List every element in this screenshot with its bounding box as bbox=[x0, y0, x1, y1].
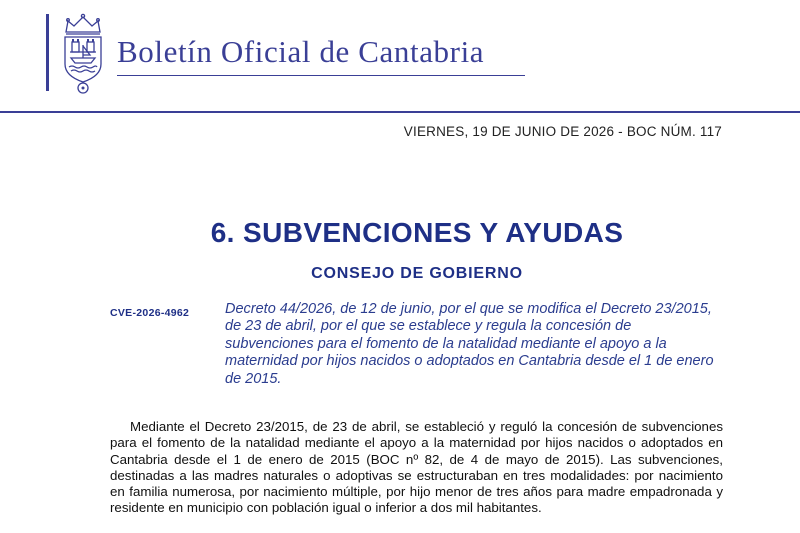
header-divider bbox=[0, 111, 800, 113]
decree-title: Decreto 44/2026, de 12 de junio, por el que se modifica el Decreto 23/2015, de 23 de abril, por el que se establece y regula la concesión de subvenciones para el fomento de la natalidad mediante el apoyo a la maternidad por hijos nacidos o adoptados en Cantabria desde el 1 de enero de 2015. bbox=[225, 301, 714, 387]
masthead-underline bbox=[117, 75, 525, 76]
cve-code: CVE-2026-4962 bbox=[110, 307, 190, 319]
coat-of-arms-icon bbox=[58, 12, 108, 94]
issue-dateline: VIERNES, 19 DE JUNIO DE 2026 - BOC NÚM. 117 bbox=[403, 124, 722, 139]
body-paragraph: Mediante el Decreto 23/2015, de 23 de abril, se estableció y reguló la concesión de subvenciones para el fomento de la natalidad mediante el apoyo a la maternidad por hijos nacidos o adoptados en Cantabria desde el 1 de enero de 2015 (BOC nº 82, de 4 de mayo de 2015). Las subvenciones, destinadas a las madres naturales o adoptivas se estructuraban en tres modalidades: por nacimiento en familia numerosa, por nacimiento múltiple, por hijo menor de tres años para madre empadronada y residente en municipio con población igual o inferior a dos mil habitantes. bbox=[110, 419, 723, 516]
header-accent-bar bbox=[46, 14, 49, 91]
section-title: 6. SUBVENCIONES Y AYUDAS bbox=[210, 217, 624, 248]
masthead-title: Boletín Oficial de Cantabria bbox=[117, 34, 485, 69]
organization-title: CONSEJO DE GOBIERNO bbox=[311, 265, 523, 282]
